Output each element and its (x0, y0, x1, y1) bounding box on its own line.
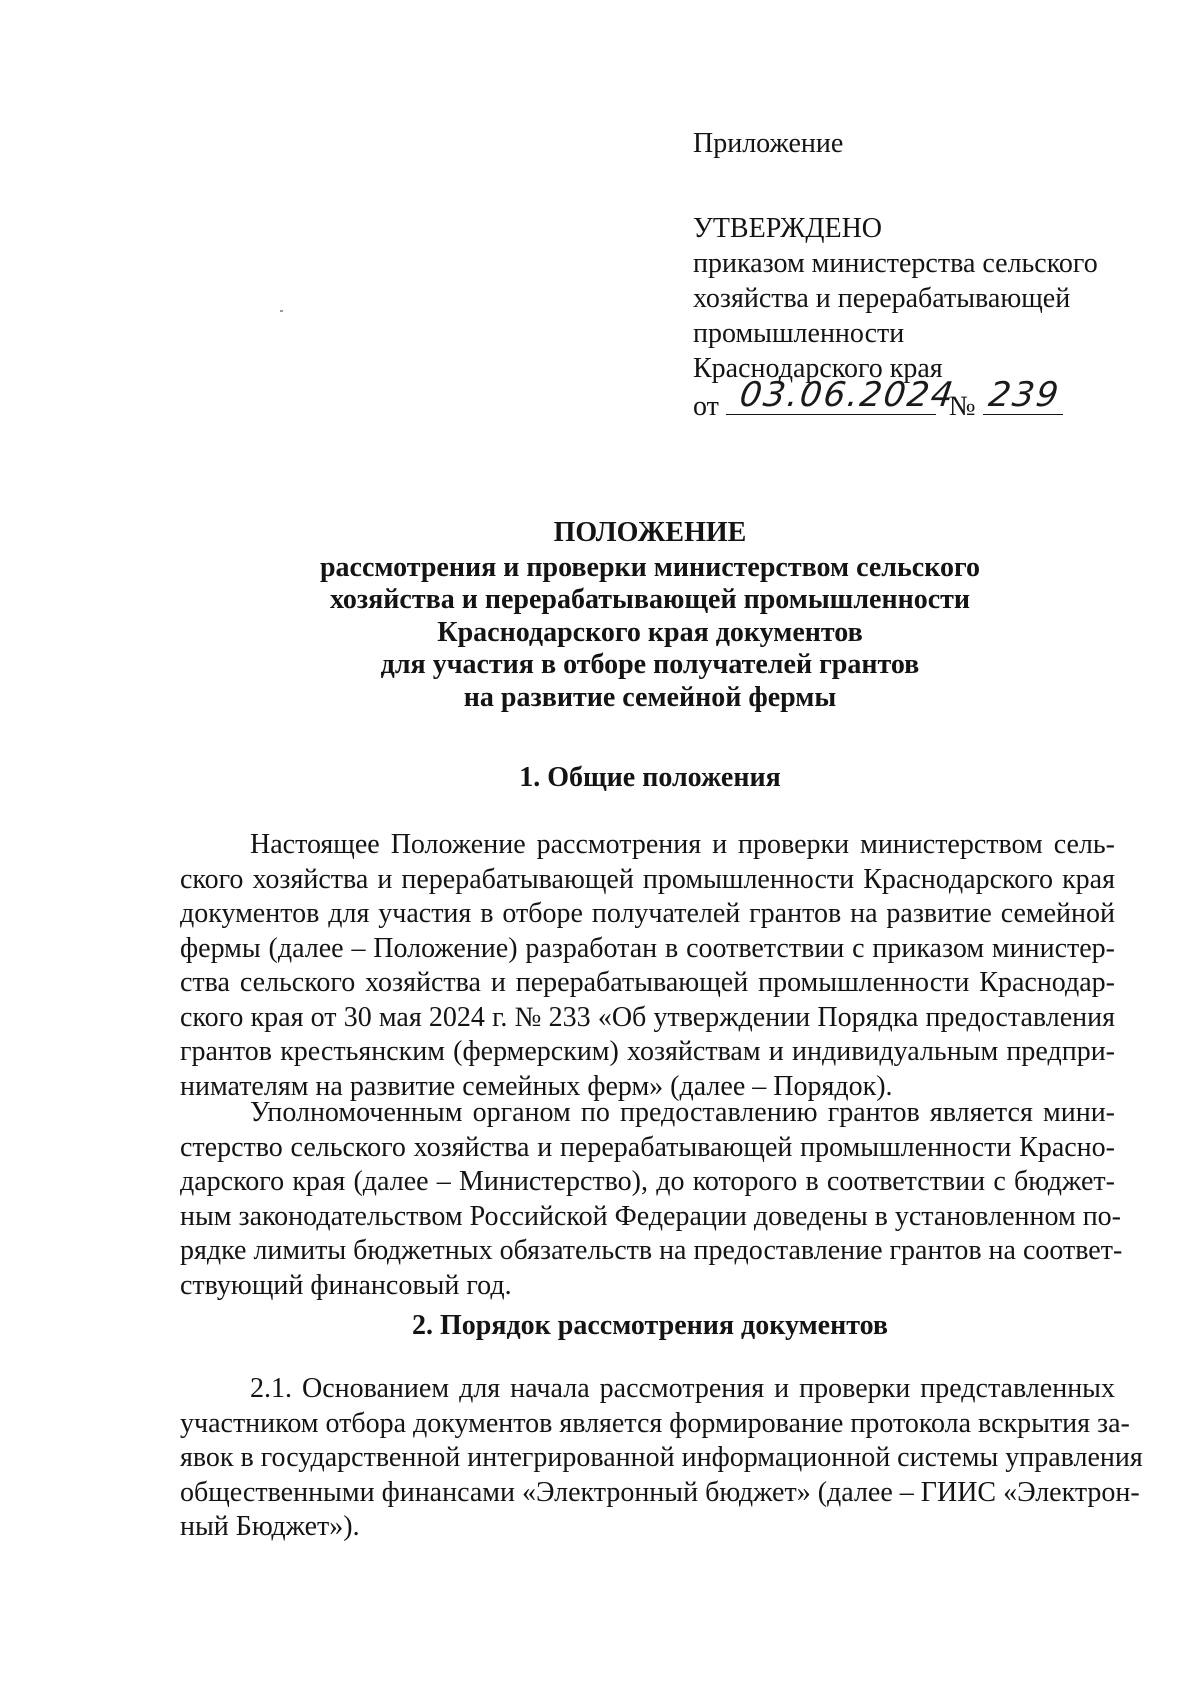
text-line: участником отбора документов является формирование протокола вскрытия за- (180, 1407, 1130, 1439)
title-line: для участия в отборе получателей грантов (380, 649, 920, 680)
title-line: Краснодарского края документов (437, 616, 863, 648)
section-1-paragraph-1 (180, 828, 1115, 1104)
document-title (180, 517, 1120, 714)
title-line: на развитие семейной фермы (463, 681, 837, 713)
text-line: общественными финансами «Электронный бюджет» (далее – ГИИС «Электрон- (180, 1476, 1140, 1508)
handwritten-date: 03.06.2024 (737, 375, 958, 415)
section-1-heading: 1. Общие положения (519, 762, 781, 793)
approval-line: промышленности (693, 318, 905, 349)
text-line: ского хозяйства и перерабатывающей промышленности Краснодарского края (180, 863, 1115, 895)
scan-speck (280, 310, 283, 312)
date-underline (726, 375, 958, 415)
text-line: ского края от 30 мая 2024 г. № 233 «Об утверждении Порядка предоставления (180, 1001, 1115, 1033)
text-line: Уполномоченным органом по предоставлению грантов является мини- (250, 1097, 1115, 1128)
text-line: Настоящее Положение рассмотрения и проверки министерством сель- (250, 829, 1115, 860)
approval-line: Краснодарского края (693, 353, 943, 384)
title-main: ПОЛОЖЕНИЕ (553, 517, 747, 548)
appendix-label: Приложение (693, 128, 844, 159)
text-line: ства сельского хозяйства и перерабатывающей промышленности Краснодар- (180, 967, 1115, 998)
text-line: 2.1. Основанием для начала рассмотрения и проверки представленных (250, 1373, 1115, 1404)
text-line: стерство сельского хозяйства и перерабатывающей промышленности Красно- (180, 1131, 1115, 1163)
text-line: рядке лимиты бюджетных обязательств на предоставление грантов на соответ- (180, 1235, 1123, 1266)
text-line: фермы (далее – Положение) разработан в соответствии с приказом министер- (180, 932, 1115, 964)
number-underline (983, 375, 1063, 415)
order-date-number-line (693, 375, 1098, 424)
section-1-paragraph-2 (180, 1096, 1123, 1303)
text-line: документов для участия в отборе получателей грантов на развитие семейной (180, 898, 1115, 929)
text-line: нимателям на развитие семейных ферм» (далее – Порядок). (180, 1070, 893, 1102)
section-2-paragraph-1 (180, 1372, 1143, 1545)
title-line: хозяйства и перерабатывающей промышленности (329, 584, 971, 615)
from-label: от (693, 391, 719, 422)
approval-line: хозяйства и перерабатывающей (693, 283, 1071, 314)
text-line: явок в государственной интегрированной информационной системы управления (180, 1442, 1143, 1473)
number-label: № (948, 391, 976, 422)
text-line: ный Бюджет»). (180, 1511, 360, 1542)
text-line: ствующий финансовый год. (180, 1269, 512, 1301)
title-line: рассмотрения и проверки министерством сельского (319, 551, 981, 583)
approval-block (693, 126, 1098, 424)
approval-line: приказом министерства сельского (693, 248, 1098, 279)
handwritten-number: 239 (985, 375, 1063, 415)
text-line: дарского края (далее – Министерство), до которого в соответствии с бюджет- (180, 1166, 1115, 1197)
text-line: грантов крестьянским (фермерским) хозяйствам и индивидуальным предпри- (180, 1036, 1115, 1067)
text-line: ным законодательством Российской Федерации доведены в установленном по- (180, 1200, 1122, 1232)
section-2-heading: 2. Порядок рассмотрения документов (411, 1310, 889, 1341)
approved-label: УТВЕРЖДЕНО (693, 213, 883, 244)
